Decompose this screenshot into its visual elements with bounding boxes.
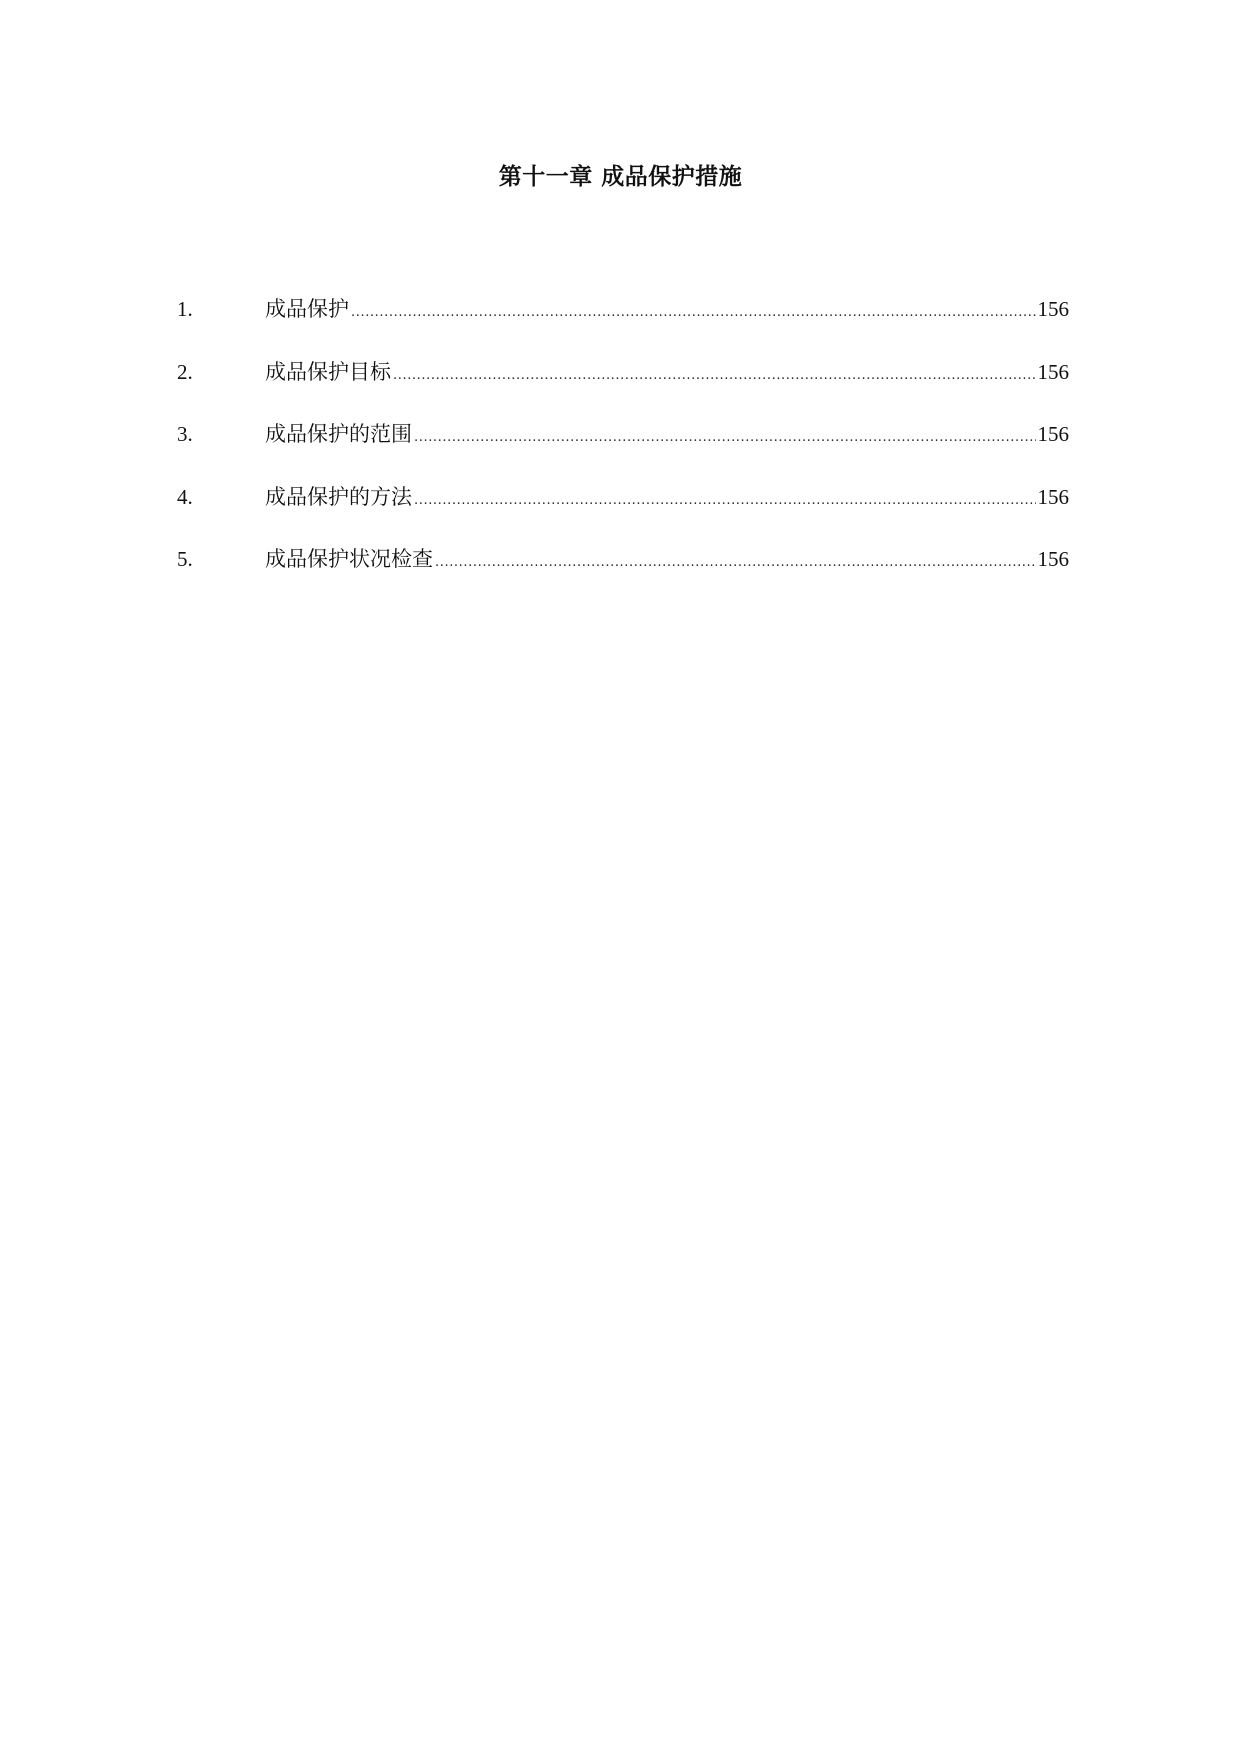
toc-entry-number: 2. bbox=[177, 359, 193, 384]
toc-dot-leader bbox=[393, 361, 1036, 391]
toc-entry-page: 156 bbox=[1037, 422, 1069, 446]
toc-entry-title: 成品保护的范围 bbox=[265, 422, 412, 446]
toc-entry-number: 4. bbox=[177, 484, 193, 509]
toc-entry[interactable] bbox=[177, 544, 1069, 607]
toc-entry-title: 成品保护状况检查 bbox=[265, 547, 433, 571]
toc-entry-title: 成品保护 bbox=[265, 297, 349, 321]
toc-dot-leader bbox=[414, 423, 1036, 453]
table-of-contents bbox=[177, 294, 1069, 607]
toc-dot-leader bbox=[414, 486, 1036, 516]
toc-entry-number: 3. bbox=[177, 422, 193, 446]
toc-entry-title: 成品保护目标 bbox=[265, 359, 391, 384]
toc-entry-number: 1. bbox=[177, 297, 193, 321]
toc-entry[interactable] bbox=[177, 419, 1069, 482]
toc-entry-page: 156 bbox=[1037, 484, 1069, 509]
chapter-title: 第十一章 成品保护措施 bbox=[498, 163, 743, 190]
toc-entry[interactable] bbox=[177, 357, 1069, 420]
toc-entry-page: 156 bbox=[1037, 547, 1069, 571]
toc-entry-page: 156 bbox=[1037, 297, 1069, 321]
toc-entry-number: 5. bbox=[177, 547, 193, 571]
toc-dot-leader bbox=[435, 548, 1036, 578]
toc-entry-page: 156 bbox=[1037, 359, 1069, 384]
toc-entry[interactable] bbox=[177, 482, 1069, 545]
toc-dot-leader bbox=[351, 298, 1036, 328]
toc-entry[interactable] bbox=[177, 294, 1069, 357]
toc-entry-title: 成品保护的方法 bbox=[265, 484, 412, 509]
